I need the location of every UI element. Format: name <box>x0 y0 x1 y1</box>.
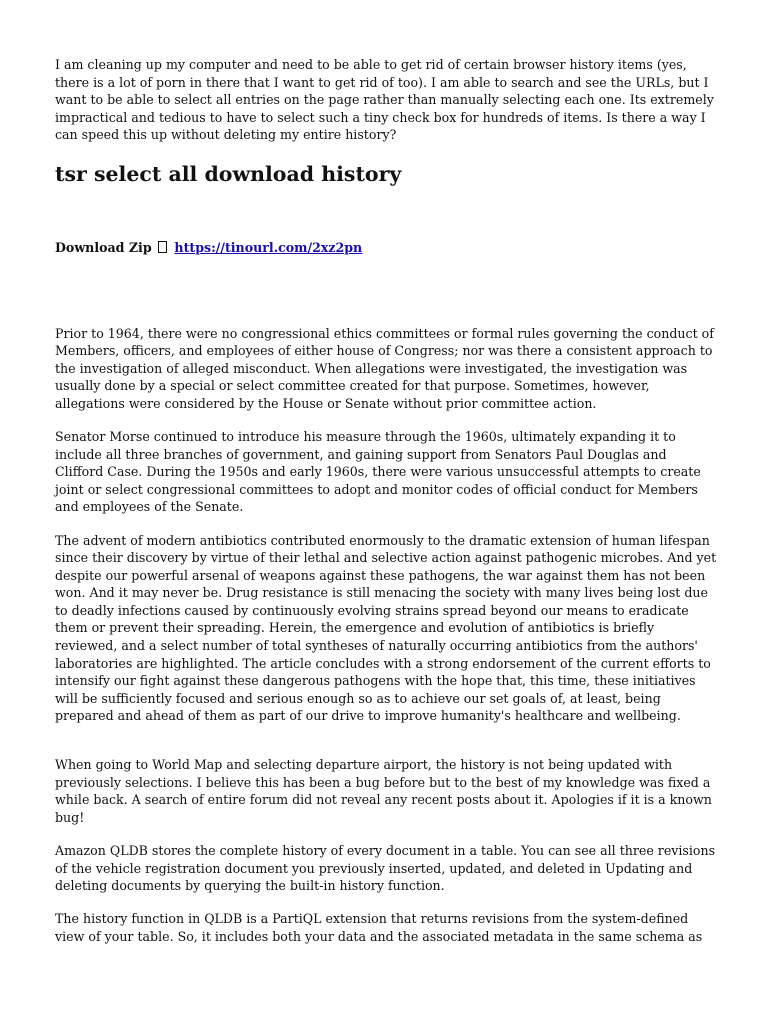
paragraph-qldb: Amazon QLDB stores the complete history of every document in a table. You can see all three revisions of the vehicle registration document you previously inserted, updated, and deleted in Updating and deleting documents by querying the built-in history function. <box>55 842 716 894</box>
paragraph-morse: Senator Morse continued to introduce his measure through the 1960s, ultimately expanding it to include all three branches of government, and gaining support from Senators Paul Douglas and Clifford Case. During the 1950s and early 1960s, there were various unsuccessful attempts to create joint or select congressional committees to adopt and monitor codes of official conduct for Members and employees of the Senate. <box>55 429 701 515</box>
page-title: tsr select all download history <box>55 161 402 186</box>
spacer <box>55 257 717 325</box>
download-link[interactable]: https://tinourl.com/2xz2pn <box>174 239 363 255</box>
intro-paragraph: I am cleaning up my computer and need to be able to get rid of certain browser history items (yes, there is a lot of porn in there that I want to get rid of too). I am able to search and see the URLs, but I want to be able to select all entries on the page rather than manually selecting each one. Its extremely impractical and tedious to have to select such a tiny check box for hundreds of items. Is there a way I can speed this up without deleting my entire history? <box>55 57 714 143</box>
document-page <box>55 56 717 961</box>
paragraph-antibiotics: The advent of modern antibiotics contributed enormously to the dramatic extension of human lifespan since their discovery by virtue of their lethal and selective action against pathogenic microbes. And yet despite our powerful arsenal of weapons against these pathogens, the war against them has not been won. And it may never be. Drug resistance is still menacing the society with many lives being lost due to deadly infections caused by continuously evolving strains spread beyond our means to eradicate them or prevent their spreading. Herein, the emergence and evolution of antibiotics is briefly reviewed, and a select number of total syntheses of naturally occurring antibiotics from the authors' laboratories are highlighted. The article concludes with a strong endorsement of the current efforts to intensify our fight against these dangerous pathogens with the hope that, this time, these initiatives will be sufficiently focused and serious enough so as to achieve our set goals of, at least, being prepared and ahead of them as part of our drive to improve humanity's healthcare and wellbeing. <box>55 532 717 724</box>
missing-glyph-icon <box>158 241 167 253</box>
paragraph-ethics: Prior to 1964, there were no congressional ethics committees or formal rules governing the conduct of Members, officers, and employees of either house of Congress; nor was there a consistent approach to the investigation of alleged misconduct. When allegations were investigated, the investigation was usually done by a special or select committee created for that purpose. Sometimes, however, allegations were considered by the House or Senate without prior committee action. <box>55 325 714 411</box>
download-label: Download Zip <box>55 239 152 255</box>
paragraph-world-map: When going to World Map and selecting departure airport, the history is not being updated with previously selections. I believe this has been a bug before but to the best of my knowledge was fixed a while back. A search of entire forum did not reveal any recent posts about it. Apologies if it is a known bug! <box>55 757 712 825</box>
paragraph-history-function: The history function in QLDB is a PartiQL extension that returns revisions from the system-defined view of your table. So, it includes both your data and the associated metadata in the same schema as <box>55 911 703 944</box>
download-line <box>55 239 717 257</box>
